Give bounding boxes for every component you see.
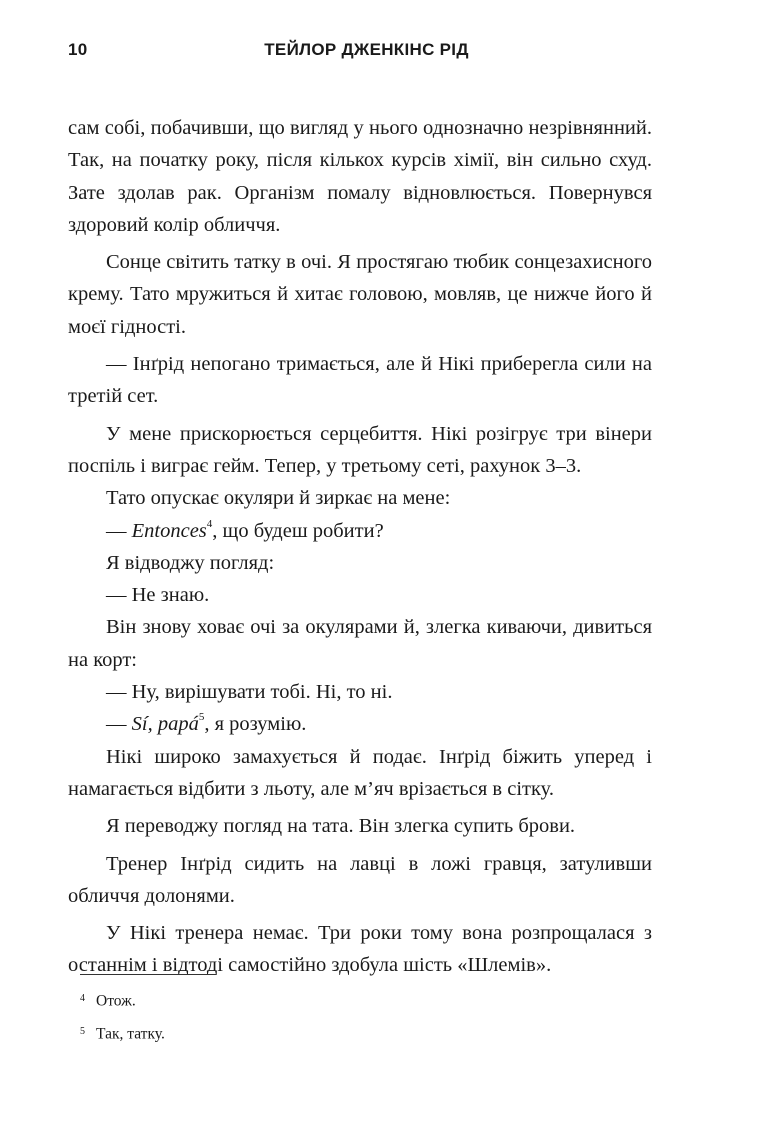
running-head	[68, 40, 665, 70]
dialogue-line: — Інґрід непогано тримається, але й Нікі приберегла сили на третій сет.	[68, 353, 652, 408]
paragraph: У Нікі тренера немає. Три роки тому вона розпрощалася з останнім і відтоді самостійно здобула шість «Шлемів».	[68, 922, 652, 977]
foreign-word: Entonces	[131, 519, 207, 542]
paragraph: Я відводжу погляд:	[106, 551, 275, 574]
paragraph: У мене прискорюється серцебиття. Нікі розігрує три вінери поспіль і виграє гейм. Тепер, у третьому сеті, рахунок 3–3.	[68, 422, 652, 477]
dialogue-text: , що будеш робити?	[212, 519, 384, 542]
footnote-text: Отож.	[96, 992, 136, 1010]
dialogue-text: , я розумію.	[204, 713, 307, 736]
book-author-header: ТЕЙЛОР ДЖЕНКІНС РІД	[264, 40, 469, 59]
footnote-mark: 5	[80, 1025, 85, 1037]
body-text	[68, 112, 652, 982]
footnotes	[80, 984, 640, 1049]
paragraph: Тренер Інґрід сидить на лавці в ложі гравця, затуливши обличчя долонями.	[68, 852, 652, 907]
footnote	[80, 984, 640, 1017]
dialogue-line: — Ну, вирішувати тобі. Ні, то ні.	[106, 681, 393, 704]
footnote	[80, 1017, 640, 1050]
paragraph: сам собі, побачивши, що вигляд у нього однозначно незрівнянний. Так, на початку року, після кількох курсів хімії, він сильно схуд. Зате здолав рак. Організм помалу відновлюється. Повернувся здоровий колір обличчя.	[68, 117, 652, 236]
paragraph: Нікі широко замахується й подає. Інґрід біжить уперед і намагається відбити з льоту, але м’яч врізається в сітку.	[68, 745, 652, 800]
page-number: 10	[68, 40, 88, 59]
dialogue-dash: —	[106, 519, 132, 542]
footnote-ref: 4	[206, 517, 213, 530]
footnote-text: Так, татку.	[96, 1025, 165, 1042]
dialogue-line	[68, 708, 652, 740]
footnote-ref: 5	[198, 711, 205, 724]
footnote-mark: 4	[80, 993, 85, 1004]
dialogue-line	[68, 515, 652, 547]
footnote-divider	[80, 974, 216, 975]
paragraph: Він знову ховає очі за окулярами й, злегка киваючи, дивиться на корт:	[68, 616, 652, 671]
paragraph: Я переводжу погляд на тата. Він злегка супить брови.	[106, 815, 576, 838]
paragraph: Сонце світить татку в очі. Я простягаю тюбик сонцезахисного крему. Тато мружиться й хитає головою, мовляв, це нижче його й моєї гідності.	[68, 251, 652, 338]
dialogue-line: — Не знаю.	[106, 584, 210, 607]
paragraph: Тато опускає окуляри й зиркає на мене:	[106, 487, 451, 510]
dialogue-dash: —	[106, 713, 132, 736]
foreign-word: Sí, papá	[131, 713, 199, 736]
